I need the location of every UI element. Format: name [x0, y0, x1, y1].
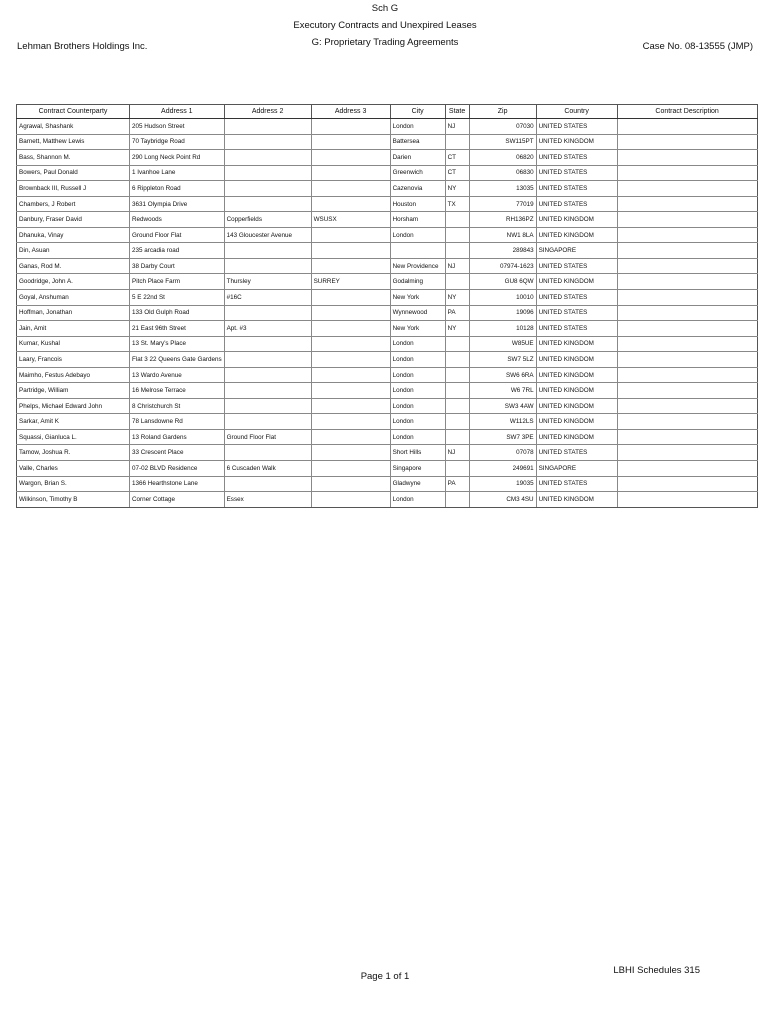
- table-row: [17, 134, 758, 150]
- cell-city: Horsham: [390, 212, 445, 228]
- cell-address-2: [224, 305, 311, 321]
- table-header-row: [17, 105, 758, 119]
- cell-zip: 10010: [469, 290, 536, 306]
- cell-state: [445, 352, 469, 368]
- cell-address-3: [311, 321, 390, 337]
- cell-zip: 77019: [469, 196, 536, 212]
- table-row: [17, 352, 758, 368]
- cell-address-1: Redwoods: [130, 212, 225, 228]
- cell-address-3: [311, 290, 390, 306]
- table-row: [17, 305, 758, 321]
- cell-city: London: [390, 227, 445, 243]
- column-header-counterparty: Contract Counterparty: [17, 105, 130, 119]
- document-subtitle: G: Proprietary Trading Agreements: [311, 37, 459, 48]
- table-row: [17, 150, 758, 166]
- cell-address-3: [311, 181, 390, 197]
- cell-country: UNITED STATES: [536, 181, 617, 197]
- cell-state: [445, 429, 469, 445]
- cell-address-2: [224, 476, 311, 492]
- cell-zip: 249691: [469, 461, 536, 477]
- cell-city: London: [390, 414, 445, 430]
- cell-address-1: 3631 Olympia Drive: [130, 196, 225, 212]
- cell-address-2: [224, 150, 311, 166]
- cell-address-1: 8 Christchurch St: [130, 398, 225, 414]
- cell-city: Darien: [390, 150, 445, 166]
- cell-description: [617, 429, 757, 445]
- cell-country: UNITED STATES: [536, 290, 617, 306]
- cell-state: NY: [445, 181, 469, 197]
- cell-zip: 07078: [469, 445, 536, 461]
- cell-counterparty: Bass, Shannon M.: [17, 150, 130, 166]
- cell-counterparty: Wilkinson, Timothy B: [17, 492, 130, 508]
- cell-country: UNITED STATES: [536, 119, 617, 135]
- cell-address-2: 6 Cuscaden Walk: [224, 461, 311, 477]
- cell-counterparty: Phelps, Michael Edward John: [17, 398, 130, 414]
- schedule-label: Sch G: [371, 3, 399, 14]
- cell-address-2: [224, 181, 311, 197]
- cell-zip: SW6 6RA: [469, 367, 536, 383]
- cell-state: [445, 336, 469, 352]
- cell-address-3: [311, 461, 390, 477]
- cell-zip: NW1 8LA: [469, 227, 536, 243]
- table-row: [17, 476, 758, 492]
- cell-description: [617, 461, 757, 477]
- cell-city: New York: [390, 290, 445, 306]
- cell-description: [617, 212, 757, 228]
- table-row: [17, 258, 758, 274]
- table-row: [17, 212, 758, 228]
- cell-country: UNITED STATES: [536, 445, 617, 461]
- table-row: [17, 243, 758, 259]
- cell-country: UNITED STATES: [536, 258, 617, 274]
- cell-address-3: [311, 196, 390, 212]
- cell-zip: 10128: [469, 321, 536, 337]
- cell-address-1: 13 Roland Gardens: [130, 429, 225, 445]
- cell-city: London: [390, 398, 445, 414]
- cell-counterparty: Tamow, Joshua R.: [17, 445, 130, 461]
- cell-counterparty: Barnett, Matthew Lewis: [17, 134, 130, 150]
- cell-address-1: Ground Floor Flat: [130, 227, 225, 243]
- cell-description: [617, 492, 757, 508]
- cell-country: UNITED KINGDOM: [536, 429, 617, 445]
- table-row: [17, 181, 758, 197]
- cell-counterparty: Dhanuka, Vinay: [17, 227, 130, 243]
- table-row: [17, 321, 758, 337]
- cell-country: UNITED KINGDOM: [536, 212, 617, 228]
- cell-zip: CM3 4SU: [469, 492, 536, 508]
- table-row: [17, 367, 758, 383]
- cell-state: [445, 414, 469, 430]
- cell-address-3: [311, 398, 390, 414]
- cell-zip: 19035: [469, 476, 536, 492]
- cell-zip: GU8 6QW: [469, 274, 536, 290]
- cell-state: [445, 492, 469, 508]
- cell-country: UNITED STATES: [536, 165, 617, 181]
- cell-description: [617, 165, 757, 181]
- cell-state: CT: [445, 165, 469, 181]
- cell-zip: SW115PT: [469, 134, 536, 150]
- cell-state: [445, 212, 469, 228]
- cell-address-3: [311, 119, 390, 135]
- cell-address-1: Pitch Place Farm: [130, 274, 225, 290]
- cell-counterparty: Squassi, Gianluca L.: [17, 429, 130, 445]
- cell-country: UNITED KINGDOM: [536, 414, 617, 430]
- cell-description: [617, 196, 757, 212]
- cell-state: [445, 367, 469, 383]
- cell-description: [617, 367, 757, 383]
- cell-country: UNITED STATES: [536, 196, 617, 212]
- cell-city: Wynnewood: [390, 305, 445, 321]
- cell-counterparty: Wargon, Brian S.: [17, 476, 130, 492]
- cell-state: TX: [445, 196, 469, 212]
- cell-address-1: 290 Long Neck Point Rd: [130, 150, 225, 166]
- cell-description: [617, 150, 757, 166]
- cell-address-2: [224, 445, 311, 461]
- cell-address-1: 205 Hudson Street: [130, 119, 225, 135]
- contracts-table: [16, 104, 758, 508]
- cell-counterparty: Laary, Francois: [17, 352, 130, 368]
- cell-state: NY: [445, 321, 469, 337]
- cell-country: SINGAPORE: [536, 243, 617, 259]
- table-row: [17, 196, 758, 212]
- cell-city: Short Hills: [390, 445, 445, 461]
- cell-description: [617, 336, 757, 352]
- cell-description: [617, 445, 757, 461]
- table-row: [17, 461, 758, 477]
- cell-zip: W85UE: [469, 336, 536, 352]
- cell-address-2: [224, 196, 311, 212]
- cell-country: UNITED KINGDOM: [536, 492, 617, 508]
- column-header-country: Country: [536, 105, 617, 119]
- cell-description: [617, 134, 757, 150]
- column-header-address-2: Address 2: [224, 105, 311, 119]
- cell-state: [445, 383, 469, 399]
- page-number: Page 1 of 1: [360, 971, 410, 982]
- cell-address-3: [311, 476, 390, 492]
- cell-zip: 06820: [469, 150, 536, 166]
- cell-address-2: Apt. #3: [224, 321, 311, 337]
- cell-country: UNITED KINGDOM: [536, 398, 617, 414]
- cell-address-1: 21 East 96th Street: [130, 321, 225, 337]
- cell-country: SINGAPORE: [536, 461, 617, 477]
- cell-counterparty: Agrawal, Shashank: [17, 119, 130, 135]
- cell-address-2: [224, 165, 311, 181]
- column-header-city: City: [390, 105, 445, 119]
- cell-address-2: [224, 243, 311, 259]
- cell-address-2: [224, 352, 311, 368]
- cell-address-1: 1 Ivanhoe Lane: [130, 165, 225, 181]
- cell-address-2: [224, 383, 311, 399]
- cell-description: [617, 352, 757, 368]
- table-row: [17, 290, 758, 306]
- table-row: [17, 429, 758, 445]
- cell-city: Godalming: [390, 274, 445, 290]
- cell-address-1: 07-02 BLVD Residence: [130, 461, 225, 477]
- cell-counterparty: Maimho, Festus Adebayo: [17, 367, 130, 383]
- cell-address-3: [311, 227, 390, 243]
- cell-address-1: 1366 Hearthstone Lane: [130, 476, 225, 492]
- cell-state: [445, 227, 469, 243]
- cell-counterparty: Kumar, Kushal: [17, 336, 130, 352]
- cell-zip: SW3 4AW: [469, 398, 536, 414]
- cell-country: UNITED STATES: [536, 305, 617, 321]
- cell-city: [390, 243, 445, 259]
- table-row: [17, 492, 758, 508]
- cell-address-3: [311, 243, 390, 259]
- cell-address-1: 235 arcadia road: [130, 243, 225, 259]
- cell-address-3: [311, 492, 390, 508]
- cell-address-2: [224, 414, 311, 430]
- table-row: [17, 336, 758, 352]
- cell-address-2: Ground Floor Flat: [224, 429, 311, 445]
- cell-country: UNITED KINGDOM: [536, 274, 617, 290]
- cell-counterparty: Sarkar, Amit K: [17, 414, 130, 430]
- cell-address-1: 33 Crescent Place: [130, 445, 225, 461]
- cell-description: [617, 227, 757, 243]
- cell-state: NY: [445, 290, 469, 306]
- cell-address-2: Essex: [224, 492, 311, 508]
- column-header-zip: Zip: [469, 105, 536, 119]
- cell-country: UNITED STATES: [536, 476, 617, 492]
- cell-address-3: [311, 414, 390, 430]
- cell-country: UNITED KINGDOM: [536, 367, 617, 383]
- cell-country: UNITED STATES: [536, 150, 617, 166]
- cell-address-1: 70 Taybridge Road: [130, 134, 225, 150]
- schedule-footer: LBHI Schedules 315: [613, 965, 700, 976]
- cell-description: [617, 414, 757, 430]
- cell-address-3: [311, 258, 390, 274]
- cell-city: Gladwyne: [390, 476, 445, 492]
- cell-address-2: 143 Gloucester Avenue: [224, 227, 311, 243]
- cell-city: London: [390, 383, 445, 399]
- cell-description: [617, 181, 757, 197]
- cell-address-3: [311, 367, 390, 383]
- table-row: [17, 445, 758, 461]
- cell-zip: 13035: [469, 181, 536, 197]
- cell-address-3: [311, 134, 390, 150]
- cell-address-3: [311, 336, 390, 352]
- cell-city: Greenwich: [390, 165, 445, 181]
- cell-zip: 07974-1623: [469, 258, 536, 274]
- cell-address-1: 5 E 22nd St: [130, 290, 225, 306]
- cell-address-1: 78 Lansdowne Rd: [130, 414, 225, 430]
- cell-counterparty: Din, Asuan: [17, 243, 130, 259]
- cell-address-2: [224, 119, 311, 135]
- cell-address-3: [311, 383, 390, 399]
- table-row: [17, 398, 758, 414]
- cell-country: UNITED KINGDOM: [536, 134, 617, 150]
- cell-counterparty: Chambers, J Robert: [17, 196, 130, 212]
- cell-address-3: [311, 165, 390, 181]
- cell-address-1: Corner Cottage: [130, 492, 225, 508]
- column-header-description: Contract Description: [617, 105, 757, 119]
- table-row: [17, 414, 758, 430]
- cell-address-2: [224, 336, 311, 352]
- cell-address-1: 6 Rippleton Road: [130, 181, 225, 197]
- cell-country: UNITED STATES: [536, 321, 617, 337]
- cell-city: Houston: [390, 196, 445, 212]
- cell-zip: RH136PZ: [469, 212, 536, 228]
- cell-city: Battersea: [390, 134, 445, 150]
- cell-state: [445, 398, 469, 414]
- cell-counterparty: Ganas, Rod M.: [17, 258, 130, 274]
- cell-country: UNITED KINGDOM: [536, 227, 617, 243]
- cell-description: [617, 290, 757, 306]
- cell-description: [617, 258, 757, 274]
- cell-address-2: Thursley: [224, 274, 311, 290]
- cell-city: Cazenovia: [390, 181, 445, 197]
- cell-counterparty: Hoffman, Jonathan: [17, 305, 130, 321]
- cell-country: UNITED KINGDOM: [536, 336, 617, 352]
- cell-state: NJ: [445, 258, 469, 274]
- cell-counterparty: Danbury, Fraser David: [17, 212, 130, 228]
- cell-address-1: 38 Darby Court: [130, 258, 225, 274]
- column-header-state: State: [445, 105, 469, 119]
- cell-state: [445, 461, 469, 477]
- cell-state: [445, 243, 469, 259]
- cell-address-2: #16C: [224, 290, 311, 306]
- cell-address-2: [224, 258, 311, 274]
- column-header-address-3: Address 3: [311, 105, 390, 119]
- cell-counterparty: Valle, Charles: [17, 461, 130, 477]
- cell-city: London: [390, 119, 445, 135]
- cell-zip: 07030: [469, 119, 536, 135]
- cell-zip: W112LS: [469, 414, 536, 430]
- cell-address-3: [311, 429, 390, 445]
- document-title: Executory Contracts and Unexpired Leases: [293, 20, 477, 31]
- cell-description: [617, 383, 757, 399]
- cell-address-1: 13 St. Mary's Place: [130, 336, 225, 352]
- column-header-address-1: Address 1: [130, 105, 225, 119]
- cell-zip: SW7 5LZ: [469, 352, 536, 368]
- cell-description: [617, 274, 757, 290]
- cell-description: [617, 119, 757, 135]
- cell-zip: W6 7RL: [469, 383, 536, 399]
- cell-description: [617, 398, 757, 414]
- cell-address-2: Copperfields: [224, 212, 311, 228]
- cell-state: [445, 274, 469, 290]
- cell-description: [617, 243, 757, 259]
- cell-zip: 06830: [469, 165, 536, 181]
- cell-address-3: [311, 305, 390, 321]
- cell-state: PA: [445, 305, 469, 321]
- cell-counterparty: Goyal, Anshuman: [17, 290, 130, 306]
- cell-state: [445, 134, 469, 150]
- cell-address-1: 13 Wardo Avenue: [130, 367, 225, 383]
- table-row: [17, 227, 758, 243]
- cell-city: London: [390, 367, 445, 383]
- cell-address-2: [224, 134, 311, 150]
- table-row: [17, 383, 758, 399]
- cell-city: London: [390, 336, 445, 352]
- cell-counterparty: Brownback III, Russell J: [17, 181, 130, 197]
- cell-counterparty: Bowers, Paul Donald: [17, 165, 130, 181]
- cell-state: CT: [445, 150, 469, 166]
- table-row: [17, 274, 758, 290]
- cell-address-3: WSUSX: [311, 212, 390, 228]
- cell-zip: 19096: [469, 305, 536, 321]
- cell-address-3: SURREY: [311, 274, 390, 290]
- cell-description: [617, 321, 757, 337]
- cell-address-1: Flat 3 22 Queens Gate Gardens: [130, 352, 225, 368]
- cell-address-1: 16 Melrose Terrace: [130, 383, 225, 399]
- cell-city: Singapore: [390, 461, 445, 477]
- cell-state: NJ: [445, 445, 469, 461]
- case-number: Case No. 08-13555 (JMP): [642, 41, 753, 52]
- cell-city: London: [390, 429, 445, 445]
- cell-city: New York: [390, 321, 445, 337]
- cell-zip: SW7 3PE: [469, 429, 536, 445]
- company-name: Lehman Brothers Holdings Inc.: [17, 41, 148, 52]
- table-row: [17, 165, 758, 181]
- table-row: [17, 119, 758, 135]
- cell-country: UNITED KINGDOM: [536, 352, 617, 368]
- cell-address-3: [311, 352, 390, 368]
- cell-city: New Providence: [390, 258, 445, 274]
- cell-description: [617, 476, 757, 492]
- cell-address-2: [224, 367, 311, 383]
- cell-description: [617, 305, 757, 321]
- cell-address-2: [224, 398, 311, 414]
- cell-city: London: [390, 352, 445, 368]
- cell-city: London: [390, 492, 445, 508]
- cell-counterparty: Jain, Amit: [17, 321, 130, 337]
- cell-address-1: 133 Old Gulph Road: [130, 305, 225, 321]
- cell-country: UNITED KINGDOM: [536, 383, 617, 399]
- table-body: [17, 119, 758, 508]
- cell-address-3: [311, 150, 390, 166]
- cell-address-3: [311, 445, 390, 461]
- cell-counterparty: Goodridge, John A.: [17, 274, 130, 290]
- cell-state: PA: [445, 476, 469, 492]
- cell-zip: 289843: [469, 243, 536, 259]
- cell-state: NJ: [445, 119, 469, 135]
- cell-counterparty: Partridge, William: [17, 383, 130, 399]
